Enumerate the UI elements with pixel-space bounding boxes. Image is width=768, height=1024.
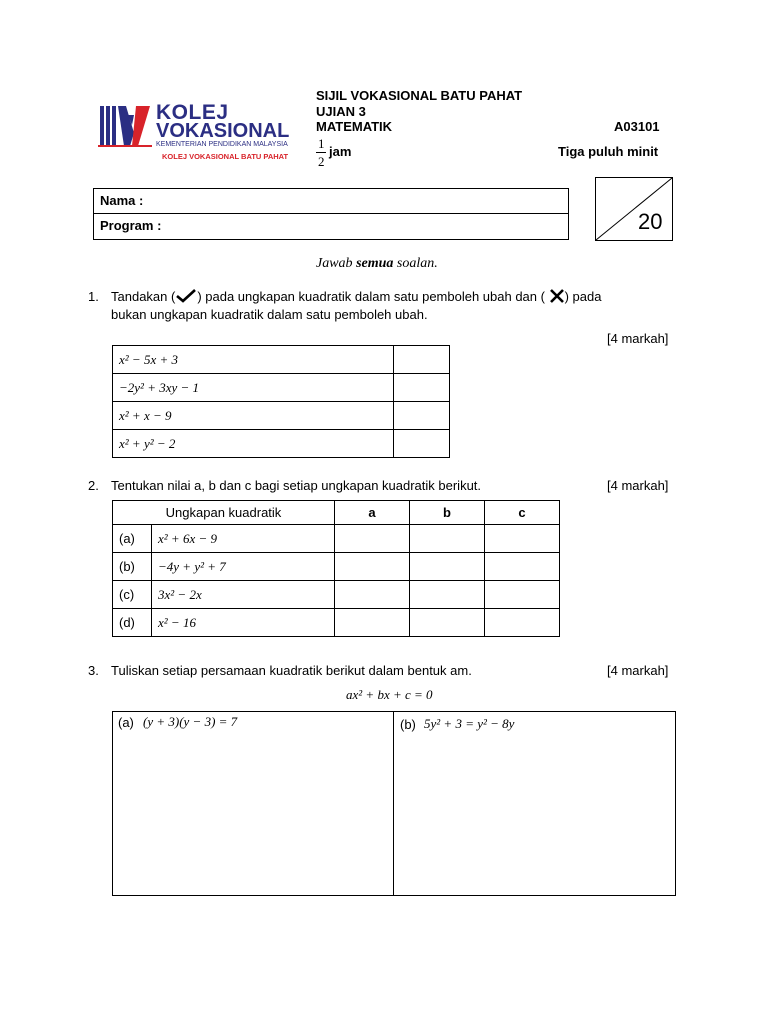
q2-row-expression: 3x² − 2x (152, 581, 335, 609)
fraction-denominator: 2 (318, 154, 325, 169)
q2-header-expression: Ungkapan kuadratik (113, 501, 335, 525)
instruction-pre: Jawab (316, 256, 357, 271)
q2-answer-c[interactable] (485, 525, 560, 553)
q3-text: Tuliskan setiap persamaan kuadratik berikut dalam bentuk am. (111, 663, 472, 678)
kv-emblem (98, 103, 154, 151)
fraction-bar (316, 152, 326, 153)
duration-unit: jam (329, 144, 352, 159)
q2-answer-b[interactable] (410, 609, 485, 637)
logo-line1: KOLEJ (156, 101, 229, 124)
q1-number: 1. (88, 289, 99, 304)
q2-row-expression: −4y + y² + 7 (152, 553, 335, 581)
q2-answer-a[interactable] (335, 581, 410, 609)
q1-expression: −2y² + 3xy − 1 (113, 374, 394, 402)
q1-answer-cell[interactable] (394, 346, 450, 374)
q3a-answer-space[interactable] (113, 712, 393, 895)
exam-subject: MATEMATIK (316, 119, 393, 134)
q2-row-expression: x² − 16 (152, 609, 335, 637)
student-info-box (93, 188, 569, 240)
q2-answer-c[interactable] (485, 609, 560, 637)
q2-row-expression: x² + 6x − 9 (152, 525, 335, 553)
q1-table (112, 345, 450, 458)
logo-small-text (98, 145, 152, 147)
q1-text-c: ) pada (564, 289, 602, 304)
q2-answer-c[interactable] (485, 553, 560, 581)
q2-marks: [4 markah] (607, 478, 669, 493)
q1-answer-cell[interactable] (394, 402, 450, 430)
exam-title: SIJIL VOKASIONAL BATU PAHAT (316, 88, 523, 103)
instruction-post: soalan. (393, 256, 438, 271)
q2-header-a: a (335, 501, 410, 525)
general-form: ax² + bx + c = 0 (346, 687, 433, 702)
logo-college: KOLEJ VOKASIONAL BATU PAHAT (162, 152, 289, 161)
tick-icon (175, 289, 197, 303)
q2-header-b: b (410, 501, 485, 525)
q2-text: Tentukan nilai a, b dan c bagi setiap ungkapan kuadratik berikut. (111, 478, 482, 493)
q2-answer-a[interactable] (335, 525, 410, 553)
cross-icon (549, 289, 565, 303)
q2-answer-b[interactable] (410, 525, 485, 553)
q1-marks: [4 markah] (607, 331, 669, 346)
logo-line2: VOKASIONAL (156, 120, 290, 142)
q1-text (111, 288, 671, 305)
program-field[interactable]: Program : (100, 218, 162, 233)
q2-row-label: (d) (113, 609, 152, 637)
q2-number: 2. (88, 478, 99, 493)
score-total: 20 (638, 209, 663, 234)
q1-expression: x² + y² − 2 (113, 430, 394, 458)
q1-expression: x² + x − 9 (113, 402, 394, 430)
q3-answer-area (112, 711, 676, 896)
q2-row-label: (a) (113, 525, 152, 553)
q2-answer-c[interactable] (485, 581, 560, 609)
q3-marks: [4 markah] (607, 663, 669, 678)
q3b-label: (b) (400, 717, 416, 732)
q3-number: 3. (88, 663, 99, 678)
score-box (595, 177, 673, 241)
q3b-equation: 5y² + 3 = y² − 8y (424, 716, 515, 731)
q2-row-label: (b) (113, 553, 152, 581)
q1-expression: x² − 5x + 3 (113, 346, 394, 374)
exam-number: UJIAN 3 (316, 104, 366, 119)
q1-text-b: ) pada ungkapan kuadratik dalam satu pemboleh ubah dan ( (197, 289, 545, 304)
q1-text-a: Tandakan ( (111, 289, 176, 304)
college-logo (98, 103, 310, 165)
duration-text: Tiga puluh minit (558, 144, 659, 159)
q3a-label: (a) (118, 715, 134, 730)
q2-answer-a[interactable] (335, 553, 410, 581)
subject-code: A03101 (614, 119, 660, 134)
logo-ministry: KEMENTERIAN PENDIDIKAN MALAYSIA (156, 141, 288, 148)
q1-answer-cell[interactable] (394, 430, 450, 458)
q2-row-label: (c) (113, 581, 152, 609)
divider (94, 213, 568, 214)
q2-table (112, 500, 560, 637)
q3b-answer-space[interactable] (394, 712, 675, 895)
q3a-equation: (y + 3)(y − 3) = 7 (143, 714, 238, 729)
q2-header-c: c (485, 501, 560, 525)
q2-answer-b[interactable] (410, 581, 485, 609)
q1-answer-cell[interactable] (394, 374, 450, 402)
q2-answer-a[interactable] (335, 609, 410, 637)
instruction (316, 256, 438, 272)
q1-text-line2: bukan ungkapan kuadratik dalam satu pemboleh ubah. (111, 307, 428, 322)
fraction-numerator: 1 (318, 136, 325, 151)
q2-answer-b[interactable] (410, 553, 485, 581)
instruction-bold: semua (356, 256, 394, 271)
name-field[interactable]: Nama : (100, 193, 144, 208)
